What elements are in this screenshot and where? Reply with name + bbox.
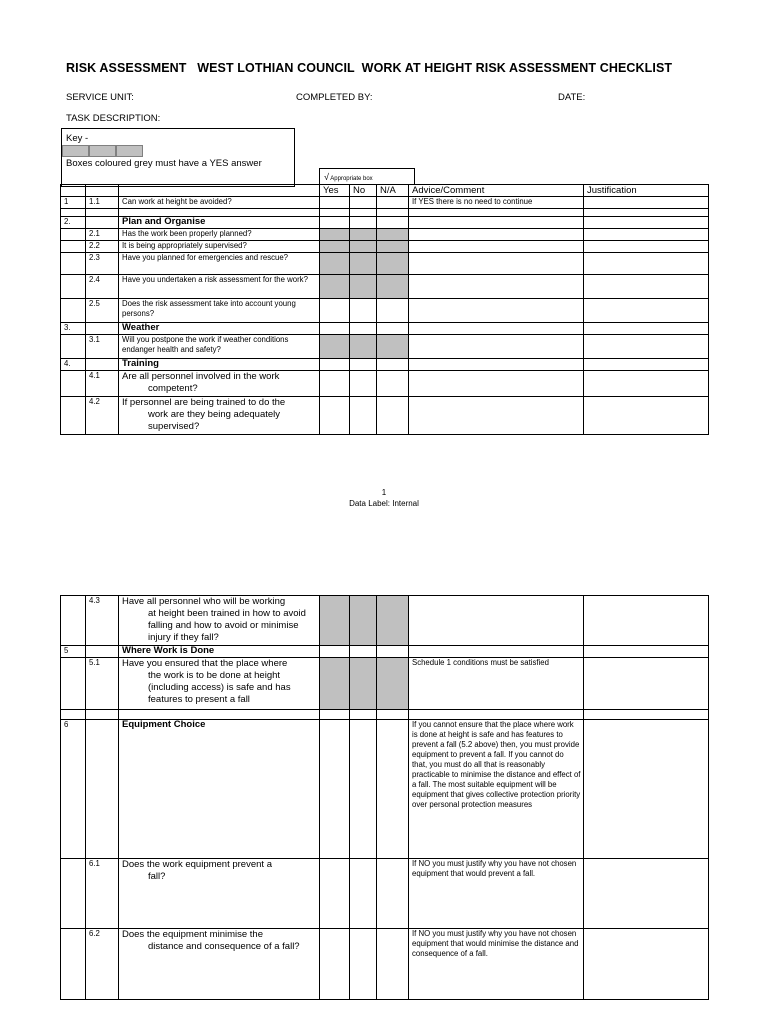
question-text: Does the risk assessment take into account young persons? [119,299,320,323]
question-line: Have all personnel who will be working [122,596,286,607]
question-number: 3.1 [86,335,119,359]
yes-column-header: Yes [320,185,350,197]
section-row [61,217,709,229]
na-cell[interactable] [377,929,409,1000]
advice-cell[interactable] [409,596,584,646]
section-number: 2. [61,217,86,229]
justification-cell[interactable] [584,275,709,299]
section-row [61,359,709,371]
section-number: 1 [61,197,86,209]
justification-cell[interactable] [584,929,709,1000]
question-text [119,596,320,646]
table-row [61,229,709,241]
checklist-table-page1 [60,184,709,435]
question-text [119,929,320,1000]
advice-cell: If NO you must justify why you have not chosen equipment that would minimise the distance and consequence of a fall. [409,929,584,1000]
data-label: Data Label: Internal [349,499,419,508]
no-cell[interactable] [350,197,377,209]
no-cell[interactable] [350,397,377,435]
no-cell[interactable] [350,335,377,359]
question-text: It is being appropriately supervised? [119,241,320,253]
date-label: DATE: [558,92,586,103]
table-row [61,197,709,209]
grey-swatch [116,145,143,157]
justification-cell[interactable] [584,253,709,275]
advice-cell: If you cannot ensure that the place where work is done at height is safe and has features to prevent a fall (5.2 above) then, you must provide equipment to prevent a fall. If you cannot do that, you must do all that is reasonably practicable to minimise the distance and effect of a fall. The most suitable equipment will be equipment that gives collective protection priority over personal protection measures [409,720,584,859]
question-number: 2.4 [86,275,119,299]
completed-by-label: COMPLETED BY: [296,92,373,103]
advice-cell[interactable] [409,299,584,323]
advice-column-header: Advice/Comment [409,185,584,197]
section-heading: Plan and Organise [119,217,320,229]
section-heading: Weather [119,323,320,335]
question-number: 6.2 [86,929,119,1000]
table-row [61,929,709,1000]
na-cell[interactable] [377,275,409,299]
service-unit-label: SERVICE UNIT: [66,92,134,103]
question-text: Have you planned for emergencies and rescue? [119,253,320,275]
advice-cell[interactable] [409,229,584,241]
no-cell[interactable] [350,241,377,253]
na-cell[interactable] [377,253,409,275]
spacer-row [61,710,709,720]
table-row [61,253,709,275]
table-row [61,241,709,253]
table-row [61,299,709,323]
question-continuation: work are they being adequately supervised? [148,409,281,432]
na-cell[interactable] [377,859,409,929]
justification-cell[interactable] [584,658,709,710]
question-line: Have you ensured that the place where [122,658,288,669]
no-cell[interactable] [350,253,377,275]
question-text [119,658,320,710]
question-number: 2.3 [86,253,119,275]
no-cell[interactable] [350,929,377,1000]
table-row [61,275,709,299]
checklist-table-page2 [60,595,709,1000]
table-row [61,859,709,929]
na-cell[interactable] [377,241,409,253]
yes-cell[interactable] [320,335,350,359]
question-continuation: fall? [148,871,166,882]
na-cell[interactable] [377,229,409,241]
table-row [61,397,709,435]
table-row [61,335,709,359]
no-cell[interactable] [350,229,377,241]
section-number: 3. [61,323,86,335]
yes-cell[interactable] [320,241,350,253]
question-continuation: competent? [148,383,198,394]
no-cell[interactable] [350,859,377,929]
question-number: 4.2 [86,397,119,435]
na-cell[interactable] [377,720,409,859]
justification-cell[interactable] [584,397,709,435]
section-heading: Training [119,359,320,371]
section-row [61,720,709,859]
question-number: 2.1 [86,229,119,241]
no-cell[interactable] [350,371,377,397]
na-cell[interactable] [377,658,409,710]
yes-cell[interactable] [320,596,350,646]
spacer-row [61,209,709,217]
na-cell[interactable] [377,197,409,209]
yes-cell[interactable] [320,253,350,275]
advice-cell[interactable] [409,335,584,359]
no-cell[interactable] [350,658,377,710]
key-text: Boxes coloured grey must have a YES answer [66,158,262,169]
section-number: 5 [61,646,86,658]
yes-cell[interactable] [320,397,350,435]
question-line: Does the equipment minimise the [122,929,263,940]
question-text [119,371,320,397]
page-number: 1 [381,488,387,497]
table-row [61,658,709,710]
yes-cell[interactable] [320,299,350,323]
advice-cell: Schedule 1 conditions must be satisfied [409,658,584,710]
yes-cell[interactable] [320,229,350,241]
section-number: 4. [61,359,86,371]
question-continuation: at height been trained in how to avoid falling and how to avoid or minimise injury if they fall? [148,608,306,643]
no-cell[interactable] [350,720,377,859]
na-column-header: N/A [377,185,409,197]
no-cell[interactable] [350,299,377,323]
justification-cell[interactable] [584,596,709,646]
key-box [61,128,295,187]
section-heading: Where Work is Done [119,646,320,658]
na-cell[interactable] [377,335,409,359]
yes-cell[interactable] [320,197,350,209]
justification-column-header: Justification [584,185,709,197]
question-number: 1.1 [86,197,119,209]
yes-cell[interactable] [320,859,350,929]
column-header-row [61,185,709,197]
advice-cell[interactable] [409,241,584,253]
question-number: 6.1 [86,859,119,929]
table-row [61,596,709,646]
yes-cell[interactable] [320,720,350,859]
advice-cell: If NO you must justify why you have not chosen equipment that would prevent a fall. [409,859,584,929]
no-cell[interactable] [350,275,377,299]
grey-swatch [62,145,89,157]
advice-cell[interactable] [409,275,584,299]
question-number: 4.1 [86,371,119,397]
yes-cell[interactable] [320,929,350,1000]
justification-cell[interactable] [584,229,709,241]
justification-cell[interactable] [584,371,709,397]
section-number: 6 [61,720,86,859]
na-cell[interactable] [377,397,409,435]
question-text: Will you postpone the work if weather conditions endanger health and safety? [119,335,320,359]
table-row [61,371,709,397]
appropriate-box-label [319,168,415,185]
na-cell[interactable] [377,371,409,397]
document-title: RISK ASSESSMENT WEST LOTHIAN COUNCIL WORK AT HEIGHT RISK ASSESSMENT CHECKLIST [66,61,673,75]
section-row [61,323,709,335]
yes-cell[interactable] [320,275,350,299]
question-continuation: distance and consequence of a fall? [148,941,300,952]
na-cell[interactable] [377,299,409,323]
yes-cell[interactable] [320,371,350,397]
question-number: 5.1 [86,658,119,710]
advice-cell: If YES there is no need to continue [409,197,584,209]
no-column-header: No [350,185,377,197]
na-cell[interactable] [377,596,409,646]
justification-cell[interactable] [584,197,709,209]
section-row [61,646,709,658]
question-text [119,397,320,435]
justification-cell[interactable] [584,299,709,323]
justification-cell[interactable] [584,335,709,359]
justification-cell[interactable] [584,720,709,859]
grey-swatch [89,145,116,157]
question-text: Has the work been properly planned? [119,229,320,241]
question-line: Are all personnel involved in the work [122,371,280,382]
advice-cell[interactable] [409,371,584,397]
key-label: Key - [66,133,89,144]
advice-cell[interactable] [409,397,584,435]
question-line: If personnel are being trained to do the [122,397,286,408]
question-number: 4.3 [86,596,119,646]
no-cell[interactable] [350,596,377,646]
question-number: 2.5 [86,299,119,323]
question-text: Can work at height be avoided? [119,197,320,209]
question-continuation: the work is to be done at height (including access) is safe and has features to present a fall [148,670,291,705]
question-text: Have you undertaken a risk assessment for the work? [119,275,320,299]
question-text [119,859,320,929]
appropriate-box-text: Appropriate box [330,176,373,182]
tick-mark-icon: √ [324,172,329,182]
justification-cell[interactable] [584,859,709,929]
task-description-label: TASK DESCRIPTION: [66,113,161,124]
section-heading: Equipment Choice [119,720,320,859]
question-line: Does the work equipment prevent a [122,859,272,870]
question-number: 2.2 [86,241,119,253]
justification-cell[interactable] [584,241,709,253]
yes-cell[interactable] [320,658,350,710]
advice-cell[interactable] [409,253,584,275]
